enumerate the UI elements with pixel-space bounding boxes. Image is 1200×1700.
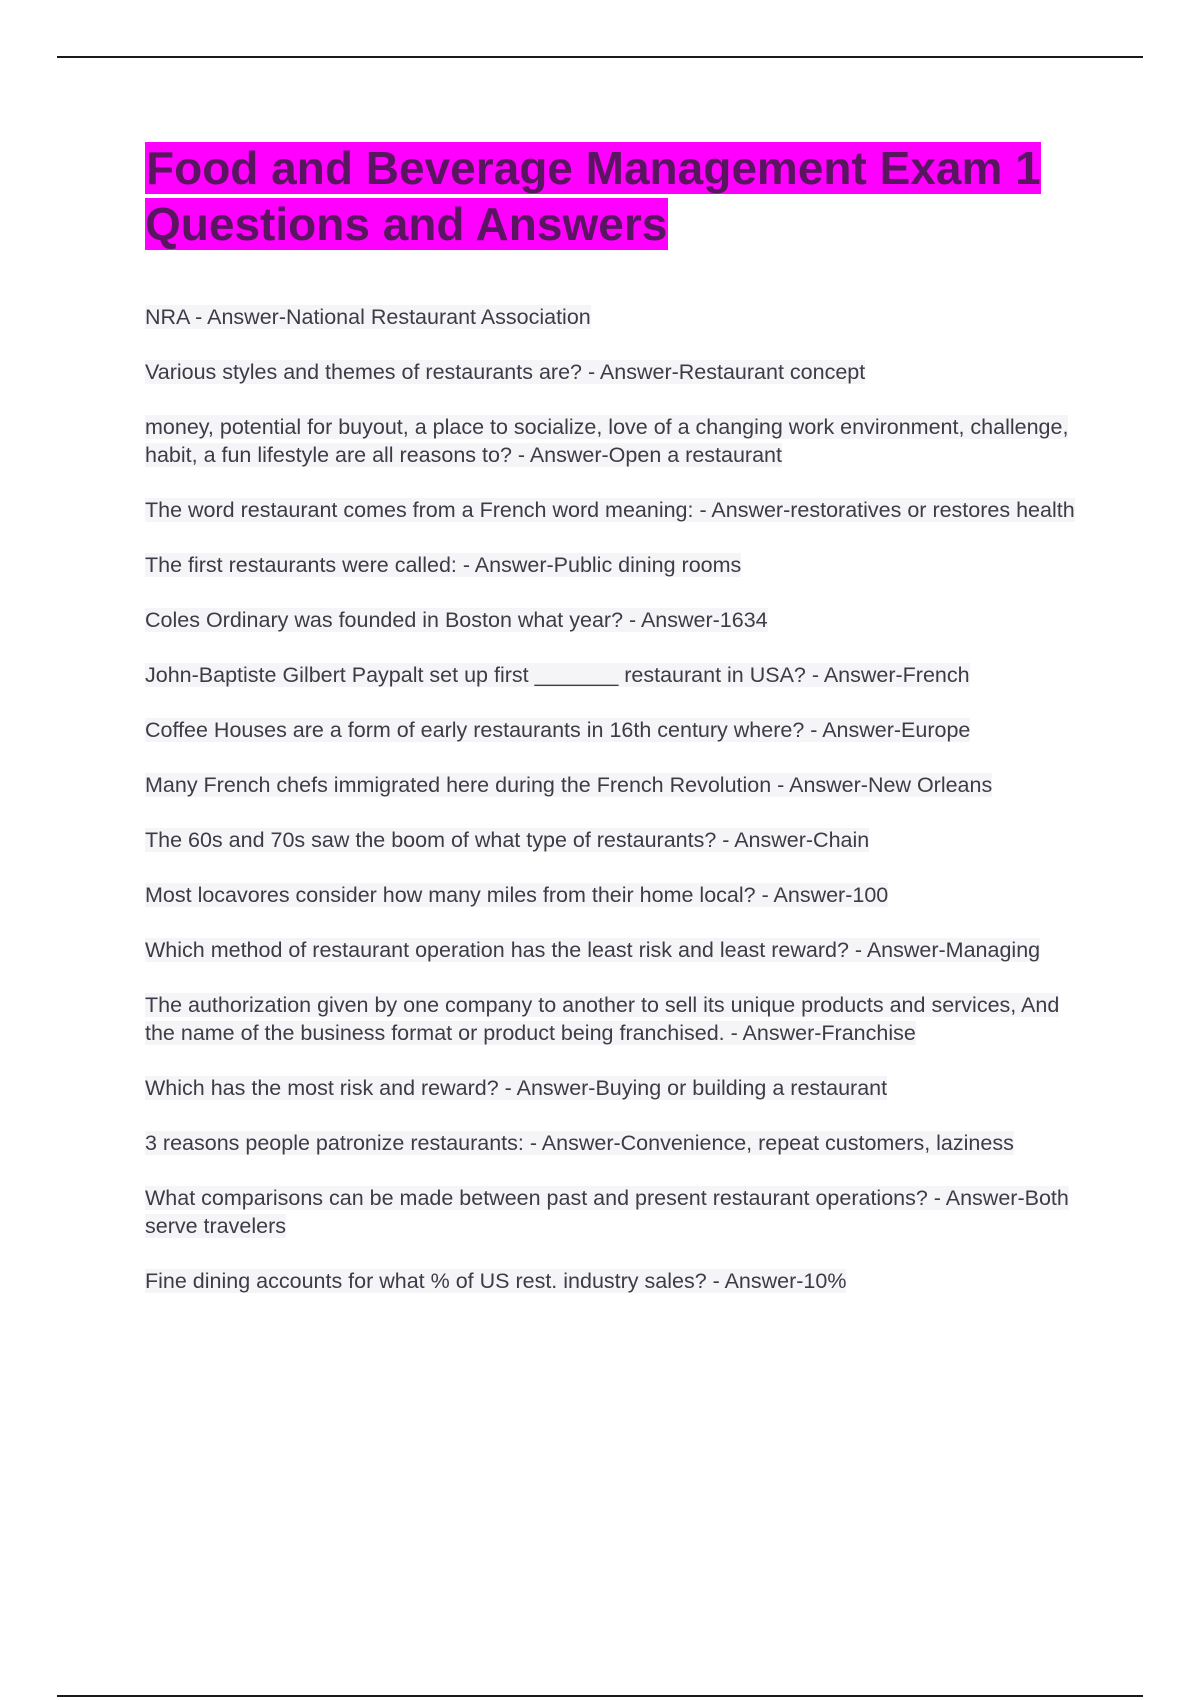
qa-list	[145, 303, 1085, 1322]
qa-text: The authorization given by one company to another to sell its unique products and services, And the name of the business format or product being franchised. - Answer-Franchise	[145, 993, 1060, 1045]
document-title	[145, 140, 1105, 252]
qa-item	[145, 1184, 1085, 1240]
qa-item	[145, 716, 1085, 744]
qa-item	[145, 606, 1085, 634]
qa-text: John-Baptiste Gilbert Paypalt set up first _______ restaurant in USA? - Answer-French	[145, 663, 970, 687]
qa-item	[145, 496, 1085, 524]
qa-text: What comparisons can be made between past and present restaurant operations? - Answer-Both serve travelers	[145, 1186, 1069, 1238]
qa-text: NRA - Answer-National Restaurant Association	[145, 305, 591, 329]
qa-item	[145, 1074, 1085, 1102]
qa-text: Fine dining accounts for what % of US rest. industry sales? - Answer-10%	[145, 1269, 847, 1293]
qa-item	[145, 936, 1085, 964]
qa-text: Coffee Houses are a form of early restaurants in 16th century where? - Answer-Europe	[145, 718, 971, 742]
bottom-rule	[57, 1695, 1143, 1697]
title-highlight: Food and Beverage Management Exam 1 Questions and Answers	[145, 142, 1041, 250]
qa-text: The first restaurants were called: - Answer-Public dining rooms	[145, 553, 742, 577]
qa-item	[145, 881, 1085, 909]
qa-text: Various styles and themes of restaurants are? - Answer-Restaurant concept	[145, 360, 866, 384]
qa-text: Which method of restaurant operation has the least risk and least reward? - Answer-Managing	[145, 938, 1041, 962]
qa-text: Coles Ordinary was founded in Boston what year? - Answer-1634	[145, 608, 768, 632]
qa-item	[145, 826, 1085, 854]
qa-text: 3 reasons people patronize restaurants: - Answer-Convenience, repeat customers, laziness	[145, 1131, 1014, 1155]
qa-text: Many French chefs immigrated here during the French Revolution - Answer-New Orleans	[145, 773, 993, 797]
top-rule	[57, 56, 1143, 58]
qa-item	[145, 358, 1085, 386]
qa-item	[145, 551, 1085, 579]
qa-text: money, potential for buyout, a place to socialize, love of a changing work environment, challenge, habit, a fun lifestyle are all reasons to? - Answer-Open a restaurant	[145, 415, 1069, 467]
qa-item	[145, 991, 1085, 1047]
qa-text: Most locavores consider how many miles from their home local? - Answer-100	[145, 883, 889, 907]
qa-text: The 60s and 70s saw the boom of what type of restaurants? - Answer-Chain	[145, 828, 870, 852]
qa-item	[145, 1129, 1085, 1157]
qa-item	[145, 413, 1085, 469]
qa-item	[145, 303, 1085, 331]
qa-item	[145, 1267, 1085, 1295]
qa-text: Which has the most risk and reward? - Answer-Buying or building a restaurant	[145, 1076, 888, 1100]
qa-text: The word restaurant comes from a French word meaning: - Answer-restoratives or restores health	[145, 498, 1075, 522]
qa-item	[145, 661, 1085, 689]
qa-item	[145, 771, 1085, 799]
